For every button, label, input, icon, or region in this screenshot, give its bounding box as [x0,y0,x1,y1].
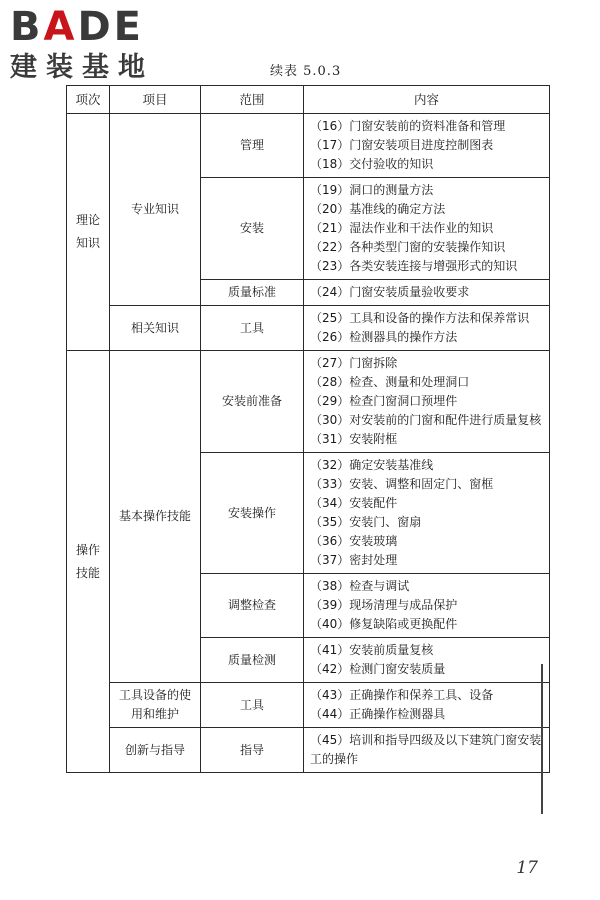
scope-quality-standard: 质量标准 [201,280,304,306]
list-item: （24）门窗安装质量验收要求 [310,285,470,299]
header-scope: 范围 [201,86,304,114]
table-row [67,683,550,728]
list-item: （35）安装门、窗扇 [310,515,422,529]
category-theory: 理论知识 [67,114,110,351]
header-item: 项目 [110,86,201,114]
logo-wordmark [10,4,144,50]
page-number: 17 [516,858,538,878]
category-operation: 操作技能 [67,351,110,773]
header-content: 内容 [304,86,550,114]
list-item: （29）检查门窗洞口预埋件 [310,394,458,408]
content-related-tools [304,306,550,351]
list-item: （26）检测器具的操作方法 [310,330,458,344]
scope-preparation: 安装前准备 [201,351,304,453]
logo-subtitle: 建装基地 [10,52,154,83]
scope-related-tools: 工具 [201,306,304,351]
list-item: （16）门窗安装前的资料准备和管理 [310,119,506,133]
list-item: （17）门窗安装项目进度控制图表 [310,138,494,152]
list-item: （44）正确操作检测器具 [310,707,446,721]
table-row [67,114,550,178]
list-item: （30）对安装前的门窗和配件进行质量复核 [310,413,542,427]
list-item: （31）安装附框 [310,432,398,446]
content-installation [304,178,550,280]
table-row [67,351,550,453]
list-item: （45）培训和指导四级及以下建筑门窗安装工的操作 [310,733,542,766]
content-preparation [304,351,550,453]
list-item: （43）正确操作和保养工具、设备 [310,688,494,702]
content-adjustment [304,574,550,638]
list-item: （28）检查、测量和处理洞口 [310,375,470,389]
table-caption: 续表 5.0.3 [270,64,342,79]
scope-adjustment: 调整检查 [201,574,304,638]
item-innovation: 创新与指导 [110,728,201,773]
list-item: （27）门窗拆除 [310,356,398,370]
table-row [67,728,550,773]
item-professional: 专业知识 [110,114,201,306]
table-header-row [67,86,550,114]
scope-maintenance-tools: 工具 [201,683,304,728]
list-item: （40）修复缺陷或更换配件 [310,617,458,631]
logo-b: B [10,4,44,50]
list-item: （32）确定安装基准线 [310,458,434,472]
content-quality-standard [304,280,550,306]
content-maintenance-tools [304,683,550,728]
scope-operation: 安装操作 [201,453,304,574]
list-item: （25）工具和设备的操作方法和保养常识 [310,311,530,325]
margin-line [541,664,543,814]
content-guidance [304,728,550,773]
logo-de: DE [77,4,144,50]
scope-guidance: 指导 [201,728,304,773]
list-item: （19）洞口的测量方法 [310,183,434,197]
header-category: 项次 [67,86,110,114]
item-basic: 基本操作技能 [110,351,201,683]
scope-quality-inspection: 质量检测 [201,638,304,683]
list-item: （37）密封处理 [310,553,398,567]
logo-a-accent: A [43,4,78,50]
list-item: （39）现场清理与成品保护 [310,598,458,612]
item-tools-maintenance: 工具设备的使用和维护 [110,683,201,728]
skill-requirements-table [66,85,550,773]
list-item: （42）检测门窗安装质量 [310,662,446,676]
list-item: （20）基准线的确定方法 [310,202,446,216]
content-operation [304,453,550,574]
list-item: （23）各类安装连接与增强形式的知识 [310,259,518,273]
content-management [304,114,550,178]
list-item: （34）安装配件 [310,496,398,510]
list-item: （36）安装玻璃 [310,534,398,548]
list-item: （18）交付验收的知识 [310,157,434,171]
list-item: （33）安装、调整和固定门、窗框 [310,477,494,491]
list-item: （38）检查与调试 [310,579,410,593]
bade-logo [8,4,183,90]
content-quality-inspection [304,638,550,683]
scope-management: 管理 [201,114,304,178]
item-related: 相关知识 [110,306,201,351]
list-item: （22）各种类型门窗的安装操作知识 [310,240,506,254]
list-item: （21）湿法作业和干法作业的知识 [310,221,494,235]
list-item: （41）安装前质量复核 [310,643,434,657]
scope-installation: 安装 [201,178,304,280]
table-row [67,306,550,351]
